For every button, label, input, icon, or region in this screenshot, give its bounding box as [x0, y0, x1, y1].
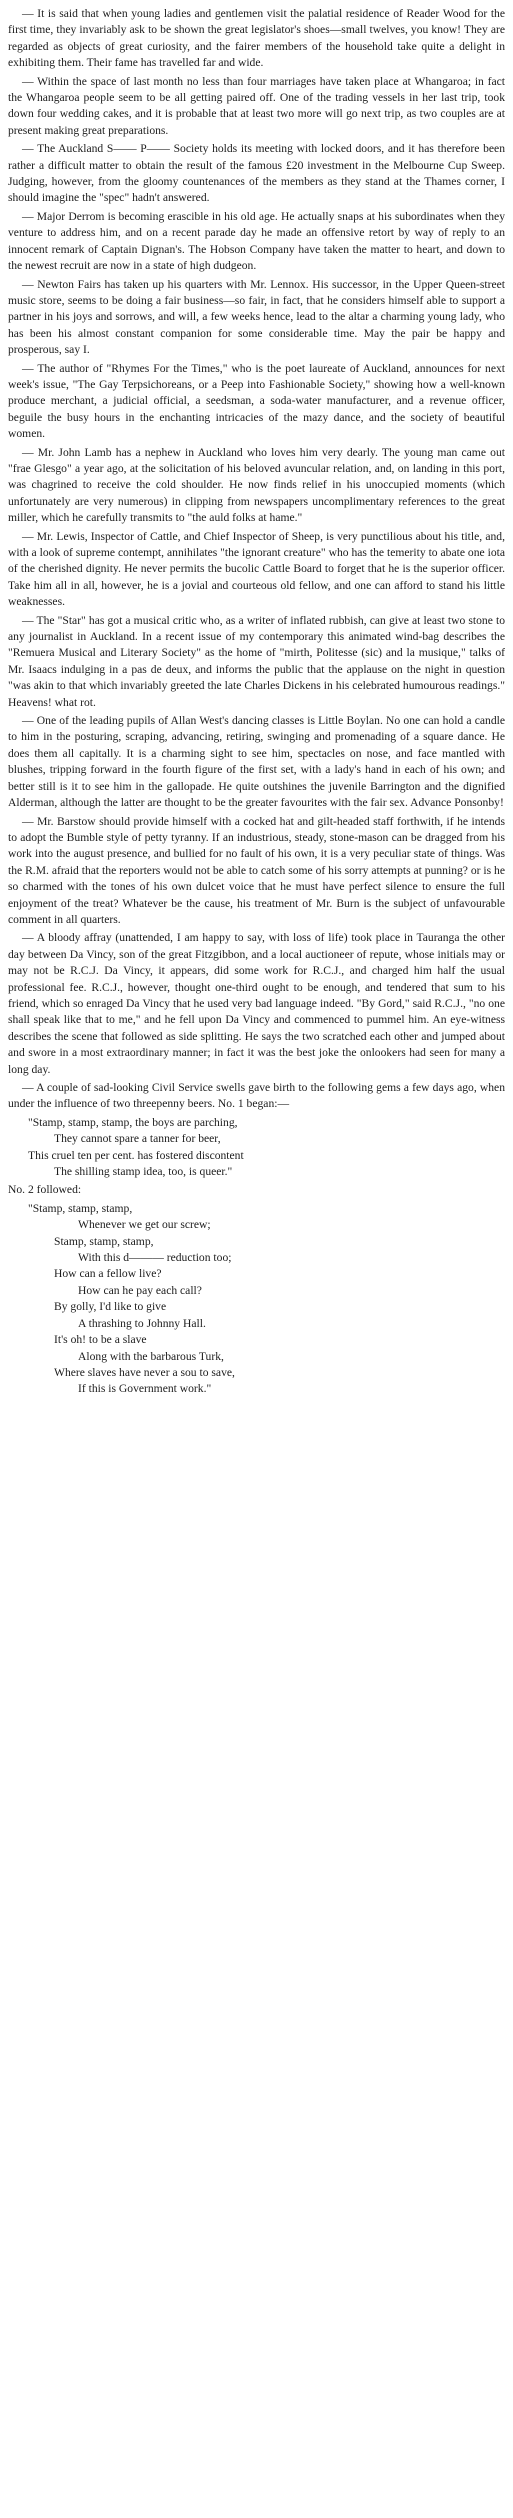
paragraph-reader-wood: — It is said that when young ladies and gentlemen visit the palatial residence of Reader Wood for the first time, they invariably ask to be shown the great legislator's shoes—small twelves, you know! They are regarded as objects of great curiosity, and the fairer members of the household take quite a delight in exhibiting them. Their fame has travelled far and wide.: [8, 7, 505, 70]
verse-two-line: A thrashing to Johnny Hall.: [78, 1316, 206, 1330]
verse-two: [8, 1201, 505, 1398]
verse-two-line: Stamp, stamp, stamp,: [54, 1234, 154, 1248]
verse-two-line: If this is Government work.": [78, 1382, 212, 1396]
verse-two-line: By golly, I'd like to give: [54, 1300, 167, 1314]
verse-two-line: How can he pay each call?: [78, 1283, 202, 1297]
paragraph-civil-service: — A couple of sad-looking Civil Service swells gave birth to the following gems a few days ago, when under the influence of two threepenny beers. No. 1 began:—: [8, 1081, 505, 1111]
paragraph-bloody-affray: — A bloody affray (unattended, I am happy to say, with loss of life) took place in Tauranga the other day between Da Vincy, son of the great Fitzgibbon, and a local auctioneer of repute, whose initials may or may not be R.C.J. Da Vincy, it appears, did some work for R.C.J., and charged him half the usual professional fee. R.C.J., however, thought one-third ought to be enough, and tendered that sum to his friend, which so enraged Da Vincy that he used very bad language indeed. "By Gord," said R.C.J., "no one shall speak like that to me," and he fell upon Da Vincy and commenced to pummel him. An eye-witness describes the scene that followed as side splitting. He says the two scratched each other and jumped about and swore in a most extraordinary manner; in fact it was the best joke the onlookers had seen for many a long day.: [8, 931, 505, 1076]
verse-one-line: The shilling stamp idea, too, is queer.": [54, 1165, 233, 1179]
verse-two-line: Along with the barbarous Turk,: [78, 1349, 224, 1363]
paragraph-auckland-society: — The Auckland S—— P—— Society holds its meeting with locked doors, and it has therefore been rather a difficult matter to obtain the result of the famous £20 investment in the Melbourne Cup Sweep. Judging, however, from the gloomy countenances of the members as they stand at the Thames corner, I should imagine the "spec" hadn't answered.: [8, 142, 505, 205]
verse-one: [8, 1115, 505, 1181]
paragraph-mr-lewis: — Mr. Lewis, Inspector of Cattle, and Chief Inspector of Sheep, is very punctilious about his title, and, with a look of supreme contempt, annihilates "the ignorant creature" who has the temerity to abate one iota of the cherished dignity. He never permits the bucolic Cattle Board to forget that he is the superior officer. Take him all in all, however, he is a jovial and courteous old fellow, and one can afford to stand his little weaknesses.: [8, 529, 505, 609]
paragraph-whangaroa: — Within the space of last month no less than four marriages have taken place at Whangaroa; in fact the Whangaroa people seem to be all getting paired off. One of the trading vessels in her last trip, took down four wedding cakes, and it is probable that at least two more will go next trip, as two couples are at present making great preparations.: [8, 74, 505, 137]
verse-two-line: Whenever we get our screw;: [78, 1218, 211, 1232]
paragraph-rhymes-author: — The author of "Rhymes For the Times," who is the poet laureate of Auckland, announces for next week's issue, "The Gay Terpsichoreans, or a Peep into Fashionable Society," showing how a well-known produce merchant, a judicial official, a seedsman, a soda-water manufacturer, and a revenue officer, beguile the busy hours in the enchanting intricacies of the mazy dance, and the society of beautiful women.: [8, 361, 505, 441]
verse-two-line: It's oh! to be a slave: [54, 1333, 147, 1347]
paragraph-allan-west: — One of the leading pupils of Allan West's dancing classes is Little Boylan. No one can hold a candle to him in the posturing, scraping, advancing, retiring, swinging and promenading of a square dance. He does them all capitally. It is a charming sight to see him, spectacles on nose, and face mantled with blushes, tripping forward in the fourth figure of the first set, with a lady's hand in each of his own; and better still is it to see him in the gallopade. He quite outshines the juvenile Barrington and the dignified Alderman, although the latter are thought to be the greater favourites with the fair sex. Advance Ponsonby!: [8, 714, 505, 810]
verse-one-line: They cannot spare a tanner for beer,: [54, 1132, 221, 1146]
verse-two-line: "Stamp, stamp, stamp,: [28, 1201, 133, 1215]
paragraph-mr-barstow: — Mr. Barstow should provide himself with a cocked hat and gilt-headed staff forthwith, if he intends to adopt the Bumble style of petty tyranny. If an industrious, steady, stone-mason can be dragged from his work into the august presence, and bullied for no fault of his own, it is a very peculiar state of things. Was the R.M. afraid that the reporters would not be able to catch some of his sorry attempts at punning? or is he so charmed with the tones of his own dulcet voice that he must have perfect silence to ensure the full enjoyment of the treat? Whatever be the cause, his treatment of Mr. Burn is the subject of unfavourable comment in all quarters.: [8, 814, 505, 926]
verse-two-line: How can a fellow live?: [54, 1267, 162, 1281]
paragraph-star-critic: — The "Star" has got a musical critic who, as a writer of inflated rubbish, can give at least two stone to any journalist in Auckland. In a recent issue of my contemporary this animated wind-bag describes the "Remuera Musical and Literary Society" as the home of "mirth, Politesse (sic) and la musique," talks of Mr. Isaacs indulging in a pas de deux, and informs the public that the applause on the night in question "was akin to that which invariably greeted the late Charles Dickens in his celebrated humourous readings." Heavens! what rot.: [8, 613, 505, 709]
paragraph-john-lamb: — Mr. John Lamb has a nephew in Auckland who loves him very dearly. The young man came out "frae Glesgo" a year ago, at the solicitation of his beloved avuncular relation, and, on landing in this port, was chagrined to receive the cold shoulder. He now finds relief in his unoccupied moments (which unfortunately are very numerous) in clipping from newspapers uncomplimentary references to the great miller, which he carefully transmits to "the auld folks at hame.": [8, 445, 505, 525]
paragraph-major-derrom: — Major Derrom is becoming erascible in his old age. He actually snaps at his subordinates when they venture to address him, and on a recent parade day he made an offensive retort by way of reply to an innocent remark of Captain Dignan's. The Hobson Company have taken the matter to heart, and down to the newest recruit are now in a state of high dudgeon.: [8, 209, 505, 273]
verse-one-line: This cruel ten per cent. has fostered discontent: [28, 1148, 244, 1162]
verse-two-intro: No. 2 followed:: [8, 1183, 82, 1197]
verse-one-line: "Stamp, stamp, stamp, the boys are parching,: [28, 1115, 238, 1129]
verse-two-line: With this d——— reduction too;: [78, 1251, 232, 1265]
paragraph-newton-fairs: — Newton Fairs has taken up his quarters with Mr. Lennox. His successor, in the Upper Queen-street music store, seems to be doing a fair business—so fair, in fact, that he considers himself able to support a partner in his joys and sorrows, and will, a few weeks hence, lead to the altar a charming young lady, who has been his almost constant companion for some considerable time. May the pair be happy and prosperous, say I.: [8, 277, 505, 357]
verse-two-line: Where slaves have never a sou to save,: [54, 1365, 235, 1379]
